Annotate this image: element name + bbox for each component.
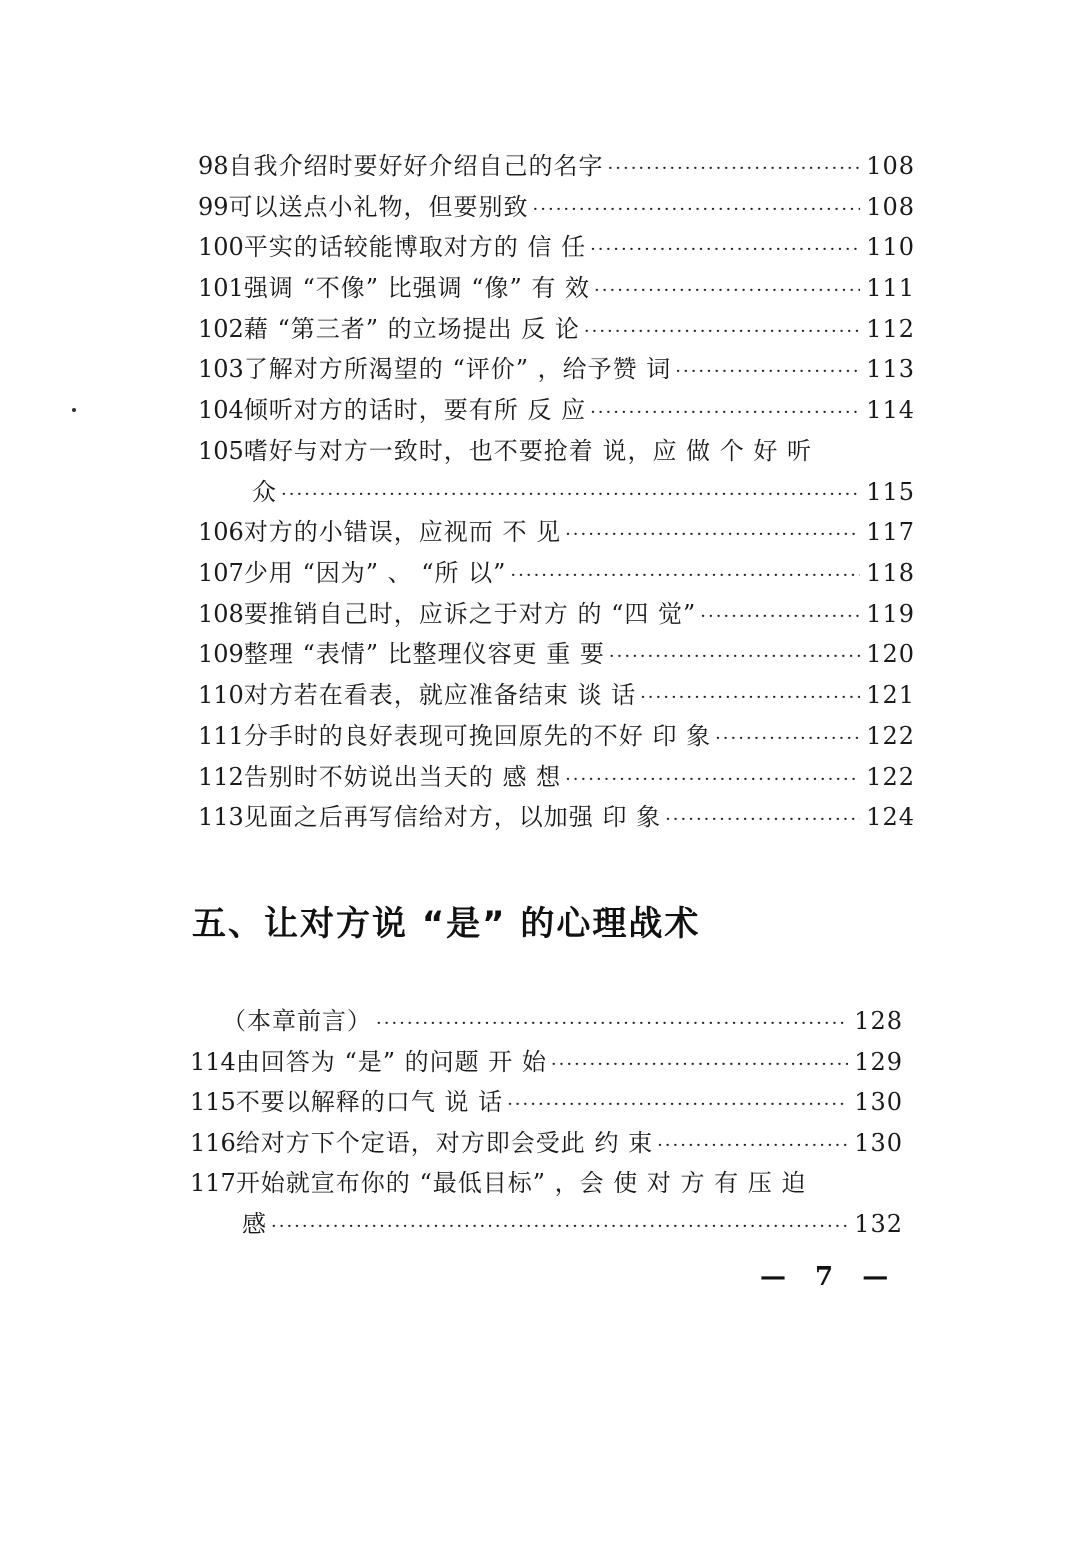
- toc-entry: [190, 1167, 903, 1199]
- entry-number: 109: [198, 640, 244, 668]
- entry-page-number: 117: [866, 518, 915, 546]
- toc-entry: [190, 1127, 903, 1162]
- entry-page-number: 115: [866, 478, 915, 506]
- entry-page-number: 112: [866, 315, 915, 343]
- entry-number: 107: [198, 559, 244, 587]
- entry-page-number: 124: [866, 803, 915, 831]
- entry-page-number: 130: [854, 1129, 903, 1157]
- toc-entry: [198, 231, 915, 266]
- toc-entry: [190, 1046, 903, 1081]
- entry-title: 自我介绍时要好好介绍自己的名字: [228, 152, 604, 180]
- entry-number: 110: [198, 681, 244, 709]
- entry-page-number: 122: [866, 722, 915, 750]
- entry-number: 99: [198, 193, 229, 221]
- dot-leader: [510, 560, 860, 592]
- print-speck: [72, 408, 76, 412]
- dot-leader: [715, 723, 860, 755]
- entry-title: 给对方下个定语，对方即会受此 约 束: [235, 1129, 654, 1157]
- entry-number: 111: [198, 722, 244, 750]
- entry-title: 对方的小错误，应视而 不 见: [243, 518, 562, 546]
- entry-number: 101: [198, 274, 244, 302]
- toc-entry: [198, 150, 915, 185]
- dot-leader: [665, 804, 860, 836]
- entry-page-number: 114: [866, 396, 915, 424]
- entry-title: 不要以解释的口气 说 话: [235, 1088, 504, 1116]
- entry-number: 102: [198, 315, 244, 343]
- dot-leader: [700, 601, 860, 633]
- toc-entry: [198, 353, 915, 388]
- dot-leader: [507, 1089, 848, 1121]
- entry-title: 整理 “表情” 比整理仪容更 重 要: [243, 640, 605, 668]
- dot-leader: [590, 234, 860, 266]
- dot-leader: [608, 153, 861, 185]
- entry-title: 强调 “不像” 比强调 “像” 有 效: [243, 274, 591, 302]
- entry-title: 藉 “第三者” 的立场提出 反 论: [243, 315, 580, 343]
- entry-title: 了解对方所渴望的 “评价” ，给予赞 词: [243, 355, 672, 383]
- dot-leader: [590, 397, 860, 429]
- entry-number: 103: [198, 355, 244, 383]
- entry-title: 少用 “因为” 、 “所 以”: [243, 559, 507, 587]
- entry-title: 对方若在看表，就应准备结束 谈 话: [243, 681, 637, 709]
- entry-number: 104: [198, 396, 244, 424]
- entry-title: 见面之后再写信给对方，以加强 印 象: [243, 803, 662, 831]
- toc-entry: [222, 1005, 903, 1040]
- toc-entry: [198, 638, 915, 673]
- toc-entry: [198, 272, 915, 307]
- entry-number: 105: [198, 437, 244, 465]
- entry-page-number: 120: [866, 640, 915, 668]
- dot-leader: [657, 1130, 848, 1162]
- dot-leader: [565, 519, 860, 551]
- toc-entry: [198, 557, 915, 592]
- entry-title-continuation: 感: [242, 1210, 267, 1238]
- section-heading: 五、让对方说 “是” 的心理战术: [192, 904, 701, 944]
- entry-page-number: 113: [866, 355, 915, 383]
- entry-number: 117: [190, 1169, 236, 1197]
- entry-title: （本章前言）: [222, 1007, 372, 1035]
- entry-title: 开始就宣布你的 “最低目标” ，会 使 对 方 有 压 迫: [235, 1169, 807, 1197]
- dot-leader: [565, 764, 860, 796]
- dot-leader: [271, 1211, 848, 1243]
- entry-page-number: 129: [854, 1048, 903, 1076]
- entry-page-number: 111: [866, 274, 915, 302]
- dot-leader: [533, 194, 861, 226]
- dot-leader: [584, 316, 860, 348]
- entry-title: 嗜好与对方一致时，也不要抢着 说，应 做 个 好 听: [243, 437, 812, 465]
- toc-entry: [198, 679, 915, 714]
- entry-page-number: 110: [866, 233, 915, 261]
- toc-entry: [198, 191, 915, 226]
- toc-entry: [198, 394, 915, 429]
- entry-page-number: 132: [854, 1210, 903, 1238]
- entry-number: 115: [190, 1088, 236, 1116]
- entry-number: 113: [198, 803, 244, 831]
- entry-number: 106: [198, 518, 244, 546]
- toc-entry: [198, 761, 915, 796]
- toc-entry: [198, 801, 915, 836]
- entry-page-number: 118: [866, 559, 915, 587]
- entry-page-number: 130: [854, 1088, 903, 1116]
- page-number-footer: — 7 —: [760, 1262, 899, 1292]
- entry-title: 可以送点小礼物，但要别致: [228, 193, 529, 221]
- entry-number: 108: [198, 600, 244, 628]
- entry-title-continuation: 众: [252, 478, 277, 506]
- toc-entry: [198, 720, 915, 755]
- entry-number: 114: [190, 1048, 236, 1076]
- entry-page-number: 119: [866, 600, 915, 628]
- entry-number: 116: [190, 1129, 236, 1157]
- toc-entry: [190, 1086, 903, 1121]
- dot-leader: [609, 641, 860, 673]
- toc-entry: [198, 313, 915, 348]
- entry-title: 由回答为 “是” 的问题 开 始: [235, 1048, 547, 1076]
- entry-page-number: 108: [866, 152, 915, 180]
- toc-entry-continuation: [242, 1208, 903, 1243]
- toc-entry: [198, 516, 915, 551]
- entry-number: 98: [198, 152, 229, 180]
- entry-number: 100: [198, 233, 244, 261]
- toc-entry: [198, 435, 915, 467]
- entry-title: 分手时的良好表现可挽回原先的不好 印 象: [243, 722, 712, 750]
- entry-page-number: 122: [866, 763, 915, 791]
- toc-entry-continuation: [252, 476, 915, 511]
- entry-page-number: 121: [866, 681, 915, 709]
- entry-title: 要推销自己时，应诉之于对方 的 “四 觉”: [243, 600, 697, 628]
- dot-leader: [376, 1008, 848, 1040]
- dot-leader: [551, 1049, 848, 1081]
- entry-title: 平实的话较能博取对方的 信 任: [243, 233, 587, 261]
- entry-number: 112: [198, 763, 244, 791]
- toc-entry: [198, 598, 915, 633]
- dot-leader: [675, 356, 860, 388]
- dot-leader: [640, 682, 860, 714]
- entry-page-number: 108: [866, 193, 915, 221]
- entry-page-number: 128: [854, 1007, 903, 1035]
- entry-title: 告别时不妨说出当天的 感 想: [243, 763, 562, 791]
- dot-leader: [281, 479, 860, 511]
- dot-leader: [594, 275, 860, 307]
- entry-title: 倾听对方的话时，要有所 反 应: [243, 396, 587, 424]
